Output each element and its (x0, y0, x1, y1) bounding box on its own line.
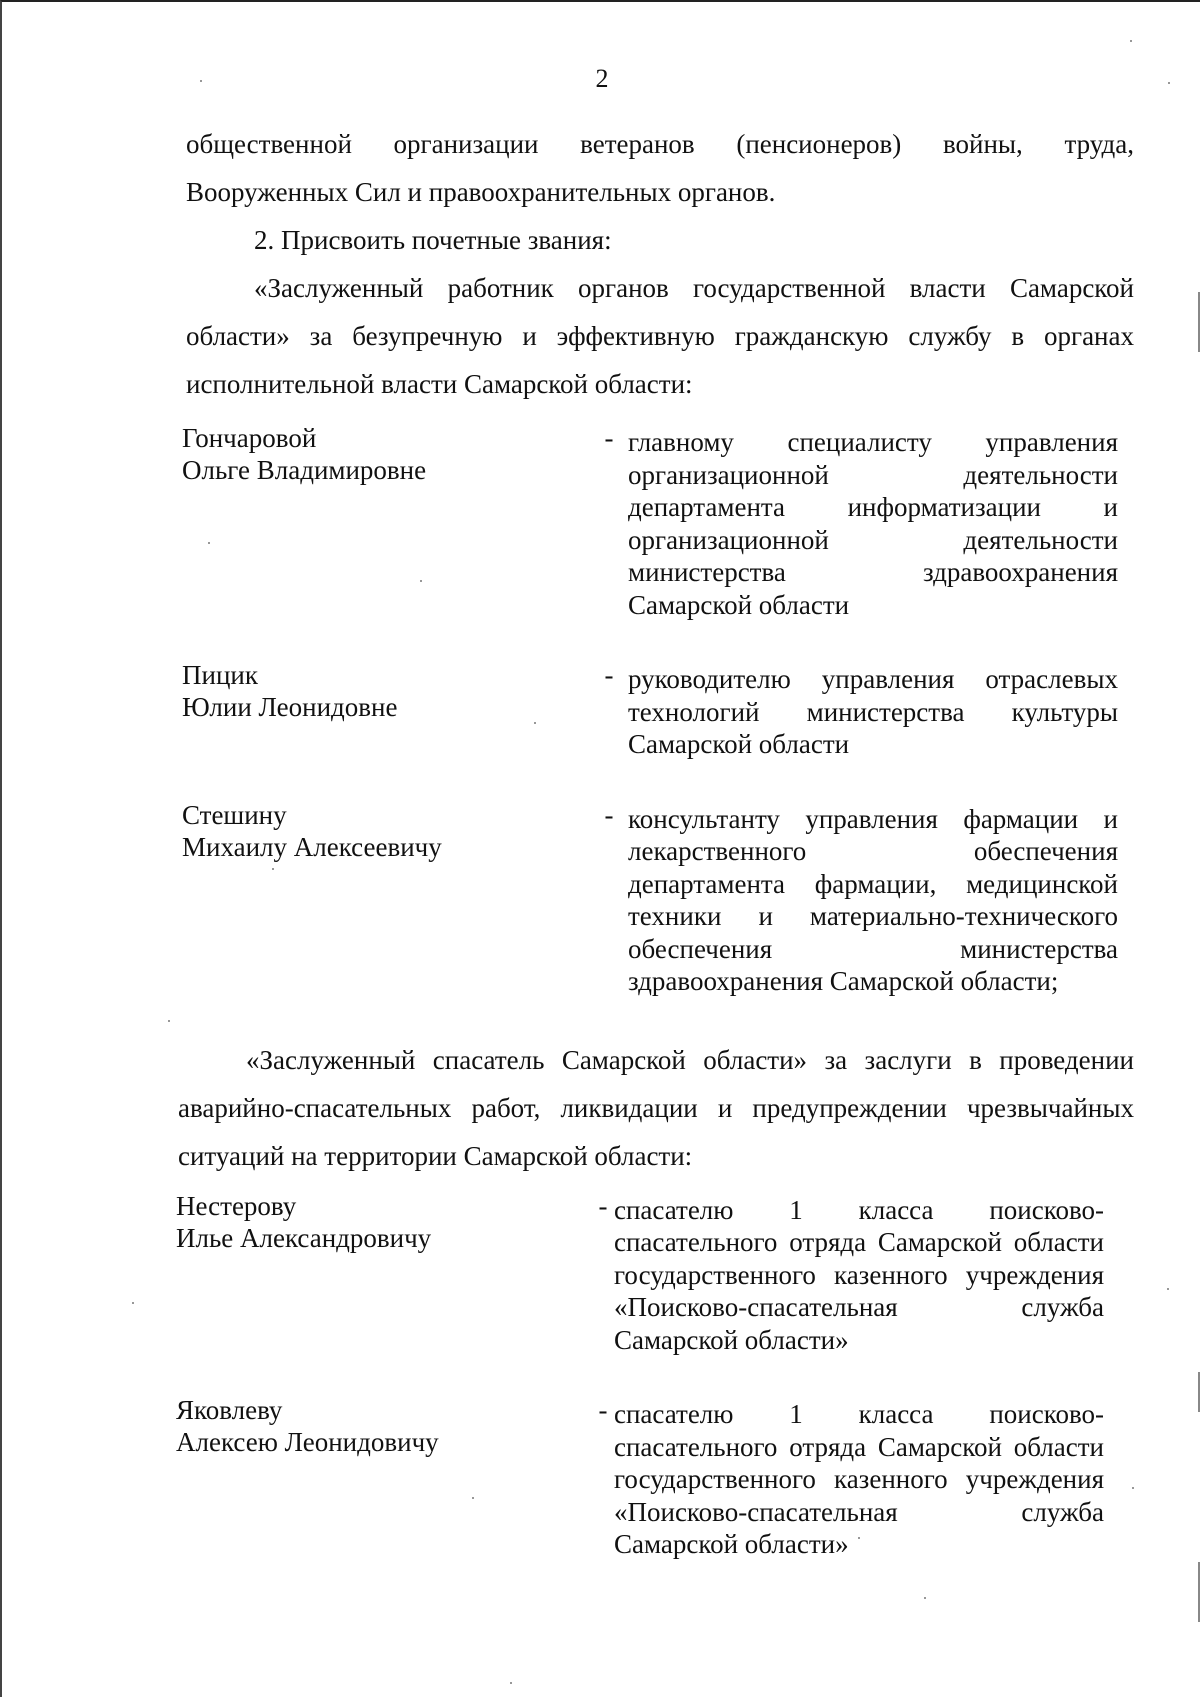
scan-speck (168, 1020, 170, 1022)
scan-speck (132, 1302, 134, 1304)
page-number: 2 (595, 64, 609, 93)
scan-speck (420, 580, 422, 582)
recipient-given-name: Алексею Леонидовичу (176, 1427, 439, 1457)
entry-dash: - (604, 423, 614, 453)
recipient-position: спасателю 1 класса поисково-спасательного отряда Самарской области государственного казенного учреждения «Поисково-спасательная служба Самарской области» (614, 1194, 1104, 1355)
recipient-surname: Яковлеву (176, 1395, 283, 1425)
scan-speck (1132, 1487, 1134, 1489)
award-entry (176, 1394, 1134, 1561)
recipient-position: главному специалисту управления организационной деятельности департамента информатизации и организационной деятельности министерства здравоохранения Самарской области (628, 427, 1118, 620)
recipient-given-name: Михаилу Алексеевичу (182, 831, 442, 862)
recipient-position: консультанту управления фармации и лекарственного обеспечения департамента фармации, медицинской техники и материально-технического обеспечения министерства здравоохранения Самарской области; (628, 803, 1118, 996)
scan-speck (858, 1537, 860, 1539)
scan-speck (1167, 1288, 1169, 1290)
recipient-given-name: Ольге Владимировне (182, 455, 427, 485)
scan-speck (924, 1597, 926, 1599)
recipient-given-name: Илье Александровичу (176, 1222, 432, 1253)
scan-speck (1130, 40, 1132, 42)
recipient-surname: Стешину (182, 799, 287, 830)
section-1-award-list (182, 422, 1134, 998)
award-entry (182, 422, 1134, 621)
document-body (176, 120, 1134, 1599)
recipient-name (182, 422, 602, 486)
recipient-name (182, 799, 602, 863)
award-entry (176, 1190, 1134, 1357)
section-2-award-list (176, 1190, 1134, 1561)
section-2-title: «Заслуженный спасатель Самарской области» за заслуги в проведении аварийно-спасательных работ, ликвидации и предупреждении чрезвычайных ситуаций на территории Самарской области: (178, 1044, 1134, 1171)
recipient-position: руководителю управления отраслевых технологий министерства культуры Самарской области (628, 664, 1118, 759)
scan-speck (208, 542, 210, 544)
scan-speck (472, 1497, 474, 1499)
entry-dash: - (598, 1395, 608, 1425)
award-entry (182, 659, 1134, 761)
scan-speck (534, 722, 536, 724)
recipient-surname: Пицик (182, 660, 258, 690)
award-entry (182, 799, 1134, 998)
section-1-title: «Заслуженный работник органов государственной власти Самарской области» за безупречную и эффективную гражданскую службу в органах исполнительной власти Самарской области: (186, 273, 1134, 399)
entry-dash: - (604, 660, 614, 690)
entry-dash: - (604, 799, 614, 830)
recipient-surname: Гончаровой (182, 423, 317, 453)
recipient-name (182, 659, 602, 723)
intro-line-2: Вооруженных Сил и правоохранительных органов. (186, 177, 776, 207)
recipient-position: спасателю 1 класса поисково-спасательного отряда Самарской области государственного казенного учреждения «Поисково-спасательная служба Самарской области» (614, 1399, 1104, 1559)
scan-speck (510, 1682, 512, 1684)
scan-speck (272, 868, 274, 870)
intro-line-1: общественной организации ветеранов (пенсионеров) войны, труда, (186, 129, 1134, 159)
recipient-name (176, 1190, 596, 1254)
recipient-surname: Нестерову (176, 1190, 297, 1221)
recipient-name (176, 1394, 596, 1458)
item-2-heading: 2. Присвоить почетные звания: (254, 225, 612, 255)
scan-speck (200, 80, 202, 82)
scan-speck (1168, 82, 1170, 84)
recipient-given-name: Юлии Леонидовне (182, 692, 398, 722)
entry-dash: - (598, 1190, 608, 1221)
